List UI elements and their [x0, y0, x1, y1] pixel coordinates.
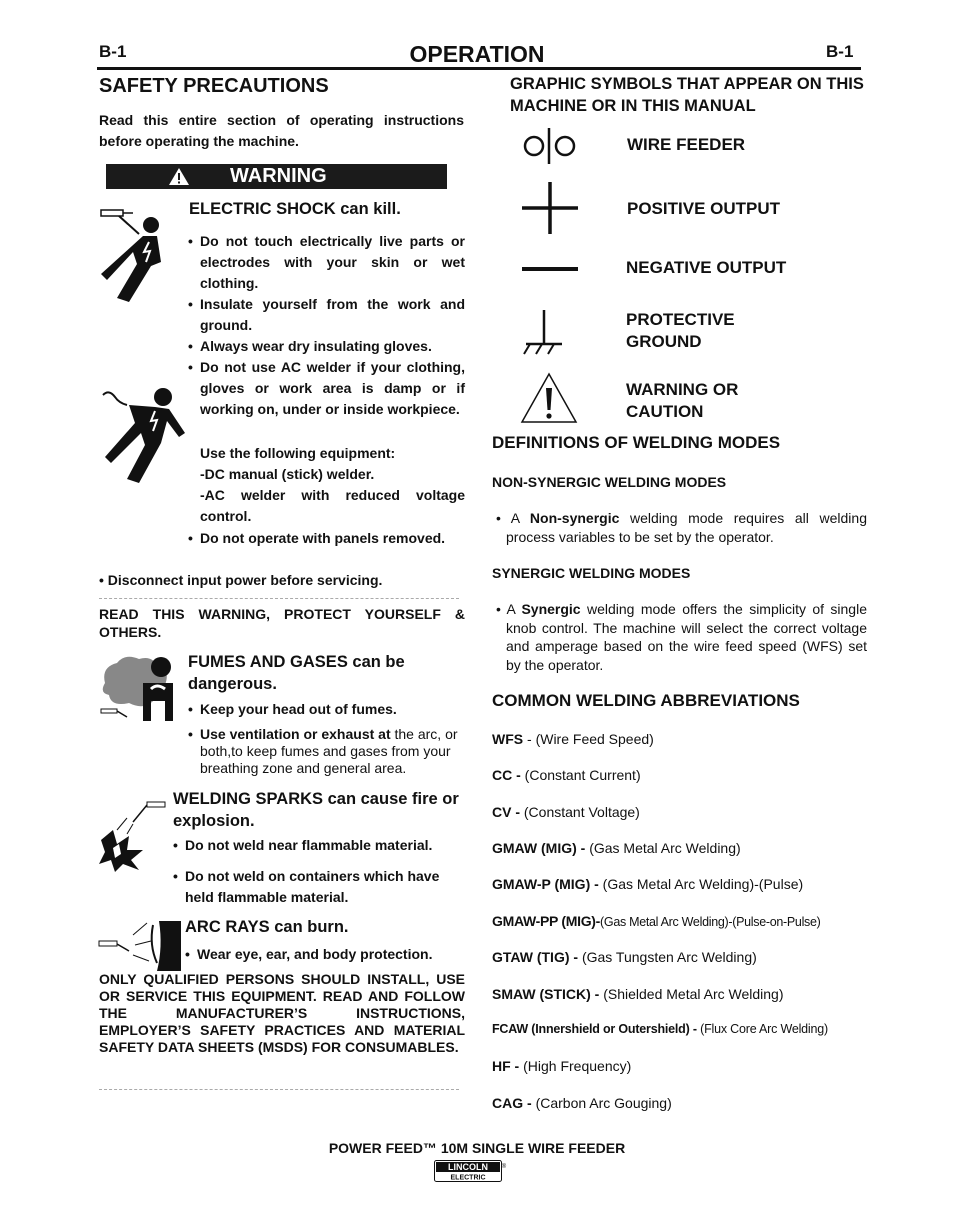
- synergic-text: [496, 600, 867, 674]
- list-item: • Do not touch electrically live parts or electrodes with your skin or wet clothing.: [188, 231, 465, 294]
- sparks-title: WELDING SPARKS can cause fire or explosion.: [173, 790, 459, 830]
- protective-ground-icon: [522, 310, 566, 356]
- synergic-heading: SYNERGIC WELDING MODES: [492, 565, 691, 581]
- abbreviation-item: [492, 1022, 828, 1036]
- positive-output-icon: [522, 182, 578, 234]
- graphic-symbols-heading: GRAPHIC SYMBOLS THAT APPEAR ON THIS MACHINE OR IN THIS MANUAL: [510, 75, 864, 115]
- bullet: • A: [496, 601, 522, 617]
- electric-shock-icon: [99, 206, 181, 306]
- list-item: • Always wear dry insulating gloves.: [188, 336, 465, 357]
- abbr-key: CAG -: [492, 1095, 532, 1111]
- header-rule: [97, 67, 861, 70]
- divider: [99, 1089, 459, 1090]
- lincoln-electric-logo: [434, 1160, 508, 1182]
- wire-feeder-label: WIRE FEEDER: [627, 135, 746, 154]
- fumes-list: [188, 699, 465, 720]
- abbreviation-item: [492, 986, 784, 1002]
- abbr-key: GMAW-PP (MIG)-: [492, 913, 601, 929]
- divider: [99, 598, 459, 599]
- section-title: OPERATION: [409, 41, 545, 67]
- logo-registered-mark: ®: [501, 1164, 507, 1170]
- page-number-left: B-1: [99, 42, 127, 61]
- explosion-icon: [97, 800, 173, 872]
- abbr-def: (Gas Tungsten Arc Welding): [581, 949, 757, 965]
- abbreviation-item: [492, 731, 654, 747]
- abbr-key: SMAW (STICK) -: [492, 986, 600, 1002]
- abbr-def: (Flux Core Arc Welding): [700, 1022, 828, 1036]
- disconnect-note: • Disconnect input power before servicing.: [99, 572, 383, 588]
- positive-output-label: POSITIVE OUTPUT: [627, 199, 781, 218]
- list-item: • Do not use AC welder if your clothing, gloves or work area is damp or if working on, under or inside workpiece.: [188, 357, 465, 420]
- abbr-def: (Carbon Arc Gouging): [535, 1095, 672, 1111]
- warning-banner: [106, 164, 447, 189]
- page-number-right: B-1: [826, 42, 854, 61]
- sparks-list-2: [173, 866, 465, 908]
- fumes-icon: [99, 653, 181, 725]
- abbreviation-item: [492, 949, 757, 965]
- abbr-def: (Constant Voltage): [523, 804, 640, 820]
- abbr-key: WFS: [492, 731, 524, 747]
- warning-label: WARNING: [230, 165, 327, 187]
- equipment-item: -DC manual (stick) welder.: [200, 466, 375, 482]
- electric-shock-list: [188, 231, 465, 420]
- non-synergic-text: [496, 509, 867, 547]
- arc-rays-icon: [97, 917, 185, 973]
- abbreviations-heading: COMMON WELDING ABBREVIATIONS: [492, 691, 800, 710]
- arc-rays-list: [185, 944, 465, 965]
- electric-shock-list-2: [188, 528, 465, 549]
- arc-rays-title: ARC RAYS can burn.: [185, 918, 349, 936]
- welding-modes-heading: DEFINITIONS OF WELDING MODES: [492, 433, 781, 452]
- non-synergic-heading: NON-SYNERGIC WELDING MODES: [492, 474, 727, 490]
- abbr-key: FCAW (Innershield or Outershield) -: [492, 1022, 697, 1036]
- list-item: • Wear eye, ear, and body protection.: [185, 944, 465, 965]
- abbr-key: GTAW (TIG) -: [492, 949, 579, 965]
- logo-text-bottom: ELECTRIC: [450, 1174, 486, 1182]
- synergic-bold: Synergic: [521, 601, 581, 617]
- synergic-rest: welding mode offers the simplicity of single knob control. The machine will select the correct voltage and amperage based on the wire feed speed (WFS) set by the operator.: [506, 601, 867, 673]
- abbreviation-item: [492, 1095, 672, 1111]
- protective-ground-label-1: PROTECTIVE: [626, 310, 735, 329]
- electric-shock-hand-icon: [99, 385, 187, 485]
- electric-shock-title: ELECTRIC SHOCK can kill.: [189, 200, 401, 218]
- warning-caution-label-2: CAUTION: [626, 402, 704, 421]
- abbreviation-item: [492, 767, 641, 783]
- intro-text: Read this entire section of operating instructions before operating the machine.: [99, 112, 464, 149]
- abbr-def: (High Frequency): [523, 1058, 632, 1074]
- negative-output-icon: [522, 265, 578, 273]
- list-item: • Do not weld near flammable material.: [173, 835, 465, 856]
- bullet: • A: [496, 510, 530, 526]
- abbr-sep: -: [523, 731, 536, 747]
- ventilation-rest: the arc, or both,to keep fumes and gases from your breathing zone and general area.: [200, 726, 458, 776]
- abbr-key: CV -: [492, 804, 520, 820]
- abbr-def: (Gas Metal Arc Welding)-(Pulse-on-Pulse): [600, 915, 821, 929]
- abbr-def: (Wire Feed Speed): [535, 731, 654, 747]
- abbreviation-item: [492, 876, 803, 892]
- abbr-key: HF -: [492, 1058, 520, 1074]
- qualified-persons-notice: ONLY QUALIFIED PERSONS SHOULD INSTALL, USE OR SERVICE THIS EQUIPMENT. READ AND FOLLOW THE MANUFACTURER’S INSTRUCTIONS, EMPLOYER’S SAFETY PRACTICES AND MATERIAL SAFETY DATA SHEETS (MSDS) FOR CONSUMABLES.: [99, 971, 465, 1055]
- list-item: • Do not operate with panels removed.: [188, 528, 465, 549]
- warning-caution-label-1: WARNING OR: [626, 380, 739, 399]
- abbr-key: CC -: [492, 767, 521, 783]
- warning-caution-icon: [520, 372, 578, 424]
- abbreviation-item: [492, 1058, 631, 1074]
- sparks-list: [173, 835, 465, 856]
- equipment-intro: Use the following equipment:: [200, 445, 396, 461]
- non-synergic-bold: Non-synergic: [529, 510, 620, 526]
- abbr-def: (Gas Metal Arc Welding)-(Pulse): [602, 876, 804, 892]
- protective-ground-label-2: GROUND: [626, 332, 702, 351]
- abbreviation-item: [492, 913, 821, 929]
- read-warning-text: READ THIS WARNING, PROTECT YOURSELF & OTHERS.: [99, 606, 465, 640]
- list-item: • Insulate yourself from the work and ground.: [188, 294, 465, 336]
- abbr-def: (Constant Current): [524, 767, 641, 783]
- abbr-key: GMAW-P (MIG) -: [492, 876, 599, 892]
- list-item: • Do not weld on containers which have held flammable material.: [173, 866, 465, 908]
- abbr-key: GMAW (MIG) -: [492, 840, 586, 856]
- non-synergic-rest: welding mode requires all welding process variables to be set by the operator.: [506, 510, 867, 545]
- logo-text-top: LINCOLN: [448, 1162, 488, 1172]
- footer-product-name: POWER FEED™ 10M SINGLE WIRE FEEDER: [328, 1140, 626, 1156]
- ventilation-bold: Use ventilation or exhaust at: [200, 726, 391, 742]
- list-item: • Keep your head out of fumes.: [188, 699, 465, 720]
- safety-precautions-heading: SAFETY PRECAUTIONS: [99, 75, 329, 97]
- negative-output-label: NEGATIVE OUTPUT: [626, 258, 787, 277]
- abbr-def: (Gas Metal Arc Welding): [589, 840, 741, 856]
- abbr-def: (Shielded Metal Arc Welding): [603, 986, 784, 1002]
- abbreviation-item: [492, 840, 741, 856]
- warning-triangle-icon: [168, 167, 190, 186]
- wire-feeder-symbol-icon: [520, 126, 578, 166]
- fumes-title: FUMES AND GASES can be dangerous.: [188, 653, 405, 693]
- abbreviation-item: [492, 804, 640, 820]
- equipment-item: -AC welder with reduced voltage control.: [200, 487, 465, 524]
- fumes-ventilation-item: • Use ventilation or exhaust at the arc, or both,to keep fumes and gases from your breathing zone and general area.: [188, 726, 458, 776]
